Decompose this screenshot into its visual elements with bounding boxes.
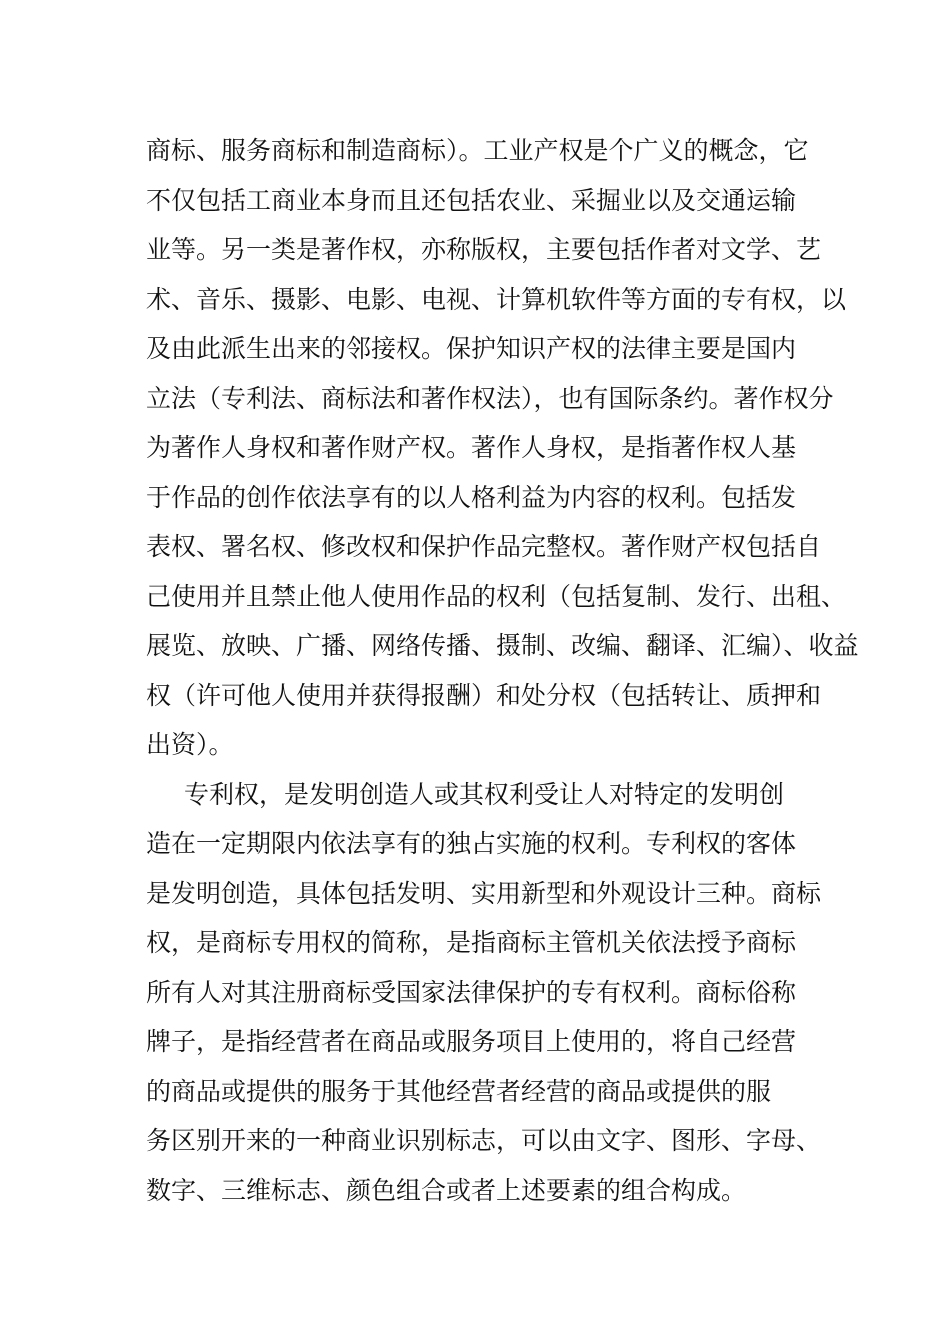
text-line: 表权、署名权、修改权和保护作品完整权。著作财产权包括自	[146, 532, 822, 561]
text-line-indented: 专利权，是发明创造人或其权利受让人对特定的发明创	[184, 779, 785, 809]
text-line: 立法（专利法、商标法和著作权法），也有国际条约。著作权分	[146, 383, 834, 413]
text-line: 权，是商标专用权的简称，是指商标主管机关依法授予商标	[146, 928, 797, 957]
text-line: 己使用并且禁止他人使用作品的权利（包括复制、发行、出租、	[146, 581, 847, 611]
text-line: 数字、三维标志、颜色组合或者上述要素的组合构成。	[146, 1175, 747, 1205]
text-line: 商标、服务商标和制造商标）。工业产权是个广义的概念，它	[146, 136, 809, 165]
text-line: 务区别开来的一种商业识别标志，可以由文字、图形、字母、	[146, 1126, 822, 1155]
document-body	[146, 126, 859, 1215]
text-line: 业等。另一类是著作权，亦称版权，主要包括作者对文学、艺	[146, 235, 822, 264]
text-line: 不仅包括工商业本身而且还包括农业、采掘业以及交通运输	[146, 185, 797, 215]
text-line: 为著作人身权和著作财产权。著作人身权，是指著作权人基	[146, 433, 797, 462]
text-line: 牌子，是指经营者在商品或服务项目上使用的，将自己经营	[146, 1027, 797, 1056]
text-line: 是发明创造，具体包括发明、实用新型和外观设计三种。商标	[146, 878, 822, 908]
text-line: 权（许可他人使用并获得报酬）和处分权（包括转让、质押和	[146, 680, 822, 710]
text-line: 出资）。	[146, 730, 234, 759]
paragraph-2	[146, 770, 826, 1216]
text-line: 展览、放映、广播、网络传播、摄制、改编、翻译、汇编）、收益	[146, 631, 859, 660]
text-line: 造在一定期限内依法享有的独占实施的权利。专利权的客体	[146, 829, 797, 858]
text-line: 所有人对其注册商标受国家法律保护的专有权利。商标俗称	[146, 977, 797, 1007]
text-line: 术、音乐、摄影、电影、电视、计算机软件等方面的专有权，以	[146, 284, 847, 314]
text-line: 的商品或提供的服务于其他经营者经营的商品或提供的服	[146, 1076, 772, 1106]
text-line: 于作品的创作依法享有的以人格利益为内容的权利。包括发	[146, 482, 797, 512]
paragraph-1	[146, 126, 859, 770]
text-line: 及由此派生出来的邻接权。保护知识产权的法律主要是国内	[146, 334, 797, 363]
